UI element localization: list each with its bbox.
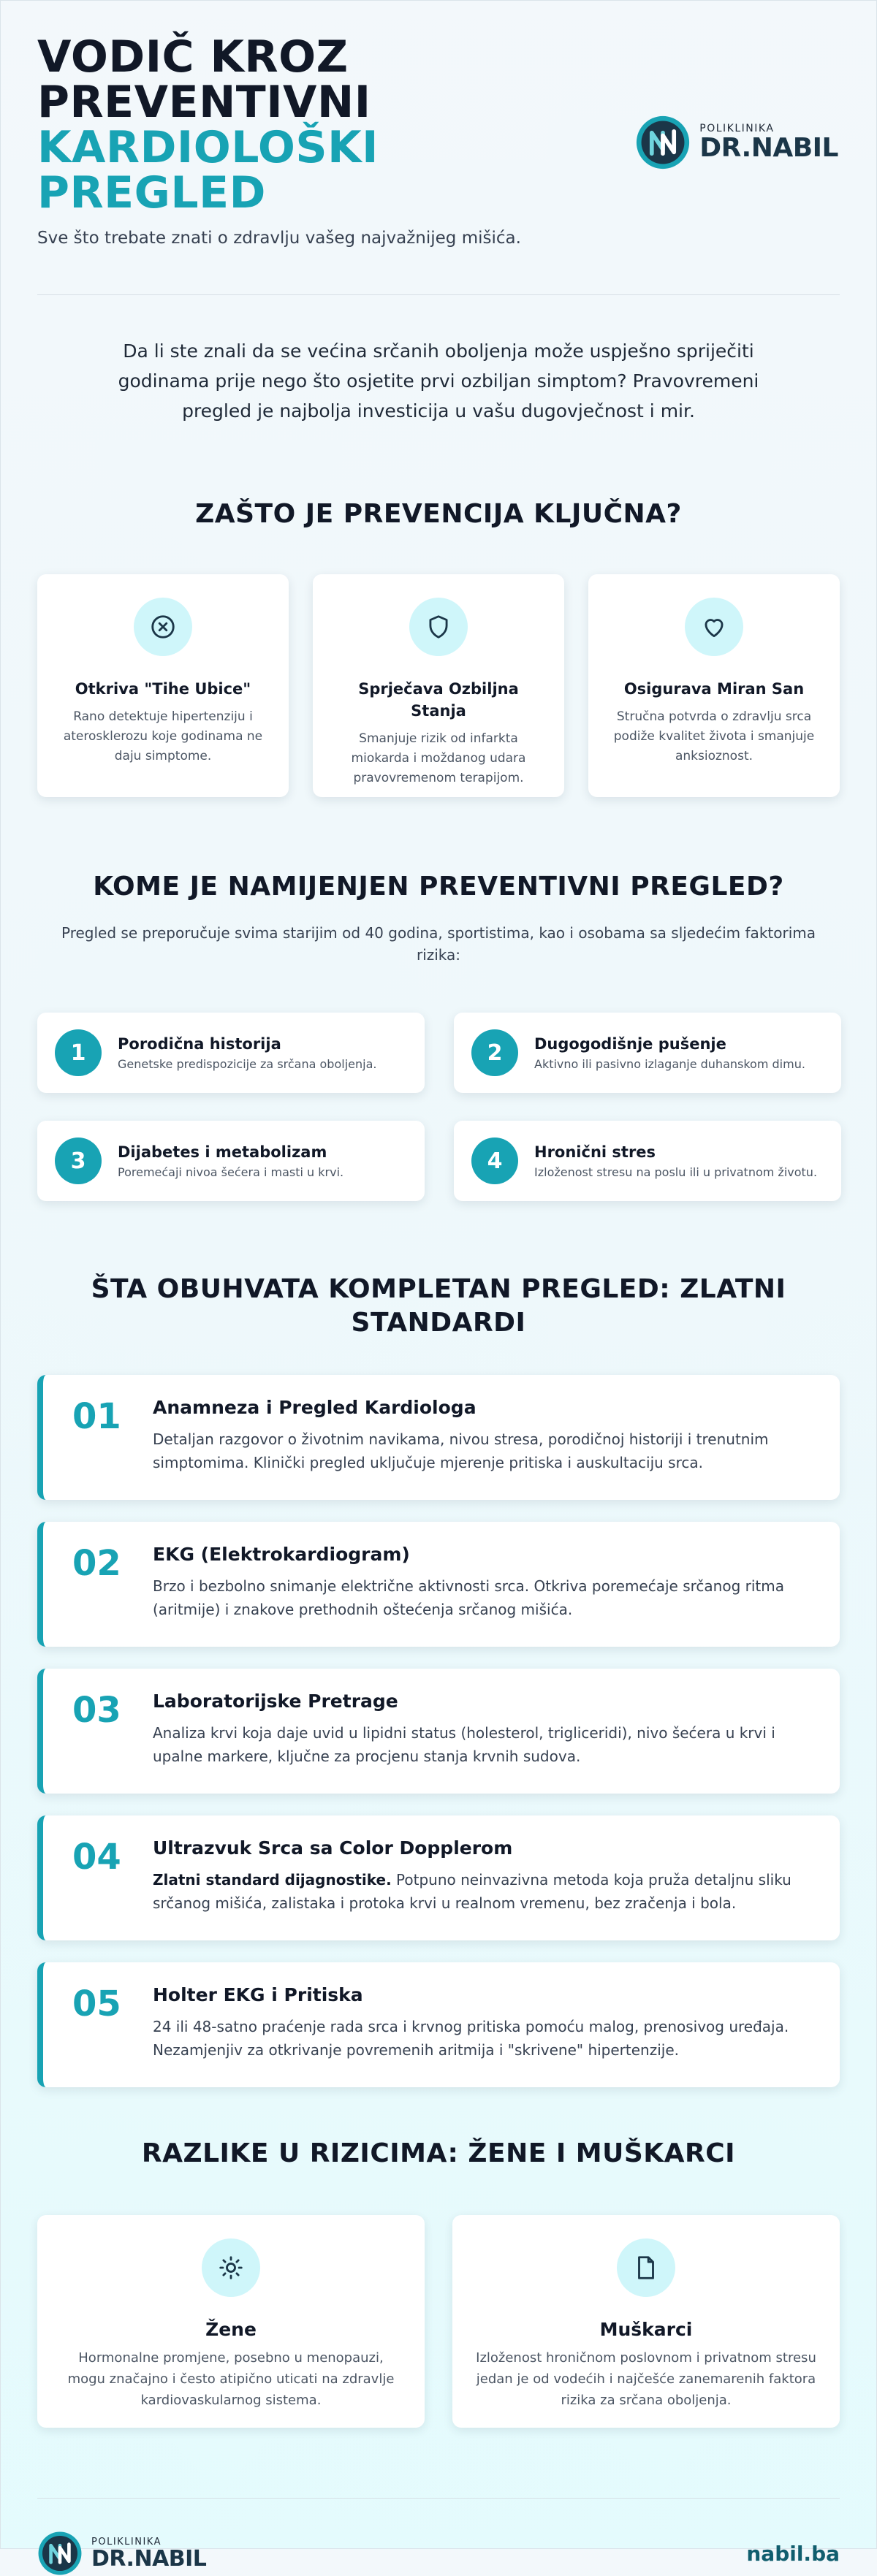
section-title-why: ZAŠTO JE PREVENCIJA KLJUČNA? (195, 499, 682, 529)
section-title-who: KOME JE NAMIJENJEN PREVENTIVNI PREGLED? (93, 872, 784, 902)
logo-mark-icon (635, 115, 691, 170)
gender-card-women (37, 2215, 425, 2428)
risk-text-block (118, 1143, 343, 1179)
step-card (37, 1522, 840, 1647)
step-text (153, 1868, 810, 1915)
step-lead: Zlatni standard dijagnostike. (153, 1871, 392, 1889)
risk-title: Porodična historija (118, 1034, 281, 1053)
logo-mark-icon (37, 2531, 83, 2576)
why-card-text: Smanjuje rizik od infarkta miokarda i moždanog udara pravovremenom terapijom. (351, 731, 526, 785)
step-card (37, 1669, 840, 1794)
step-text (153, 1574, 810, 1621)
step-body (145, 1689, 810, 1794)
logo-text (699, 123, 838, 162)
title-line-accent: PREGLED (37, 167, 266, 218)
file-icon (617, 2238, 675, 2297)
step-title: EKG (Elektrokardiogram) (153, 1544, 410, 1565)
footer-divider (37, 2498, 840, 2499)
step-card (37, 1815, 840, 1940)
step-number: 02 (72, 1543, 121, 1584)
step-number: 03 (72, 1690, 121, 1731)
step-text (153, 1721, 810, 1768)
shield-icon (409, 598, 468, 656)
header (37, 1, 840, 248)
step-text (153, 1428, 810, 1474)
why-card (313, 574, 564, 797)
why-card-text: Stručna potvrda o zdravlju srca podiže kvalitet života i smanjuje anksioznost. (613, 709, 815, 763)
risk-number: 2 (471, 1029, 518, 1076)
risk-text: Izloženost stresu na poslu ili u privatnom životu. (534, 1165, 818, 1179)
risk-title: Dugogodišnje pušenje (534, 1034, 726, 1053)
gender-card-text: Izloženost hroničnom poslovnom i privatnom stresu jedan je od vodećih i najčešće zanemarenih faktora rizika za srčana oboljenja. (476, 2350, 816, 2408)
clinic-logo (635, 115, 838, 170)
title-line: PREVENTIVNI (37, 77, 371, 128)
step-body (145, 1983, 810, 2087)
logo-name: DR.NABIL (91, 2545, 207, 2572)
step-body (145, 1395, 810, 1500)
risk-title: Hronični stres (534, 1143, 656, 1161)
step-title: Ultrazvuk Srca sa Color Dopplerom (153, 1837, 513, 1859)
gender-card-men (452, 2215, 840, 2428)
title-block (37, 31, 521, 248)
step-description: Potpuno neinvazivna metoda koja pruža detaljnu sliku srčanog mišića, zalistaka i protoka krvi u realnom vremenu, bez zračenja i bola. (153, 1871, 791, 1912)
why-card-title: Otkriva "Tihe Ubice" (75, 680, 251, 698)
logo-text (91, 2537, 206, 2571)
risk-text: Genetske predispozicije za srčana oboljenja. (118, 1056, 377, 1071)
risk-number: 3 (55, 1138, 102, 1184)
who-section (37, 872, 840, 1201)
why-card-text: Rano detektuje hipertenziju i aterosklerozu koje godinama ne daju simptome. (63, 709, 263, 763)
step-description: Detaljan razgovor o životnim navikama, nivou stresa, porodičnoj historiji i trenutnim simptomima. Klinički pregled uključuje mjerenje pritiska i auskultaciju srca. (153, 1430, 769, 1471)
risk-text-block (534, 1143, 817, 1179)
page-title (37, 31, 521, 218)
footer-logo (37, 2531, 206, 2576)
risk-text-block (534, 1035, 805, 1071)
steps-list (37, 1375, 840, 2087)
why-card (37, 574, 289, 797)
step-number: 05 (72, 1984, 121, 2024)
risk-grid (37, 1013, 840, 1201)
step-description: Analiza krvi koja daje uvid u lipidni status (holesterol, trigliceridi), nivo šećera u krvi i upalne markere, ključne za procjenu stanja krvnih sudova. (153, 1724, 775, 1765)
step-description: 24 ili 48-satno praćenje rada srca i krvnog pritiska pomoću malog, prenosivog uređaja. Nezamjenjiv za otkrivanje povremenih aritmija i "skrivene" hipertenzije. (153, 2018, 789, 2059)
title-line: VODIČ KROZ (37, 31, 349, 83)
step-text (153, 2015, 810, 2062)
gender-cards (37, 2215, 840, 2428)
risk-number: 1 (55, 1029, 102, 1076)
why-cards (37, 574, 840, 797)
step-title: Laboratorijske Pretrage (153, 1691, 398, 1712)
risk-card (454, 1013, 841, 1093)
gender-card-title: Muškarci (599, 2319, 693, 2340)
website-link[interactable]: nabil.ba (746, 2541, 840, 2566)
step-number: 04 (72, 1837, 121, 1878)
logo-subtitle: POLIKLINIKA (91, 2536, 162, 2548)
why-section (37, 499, 840, 797)
x-circle-icon (134, 598, 192, 656)
heart-icon (685, 598, 743, 656)
footer (37, 2531, 840, 2576)
title-line-accent: KARDIOLOŠKI (37, 122, 379, 173)
step-card (37, 1962, 840, 2087)
step-body (145, 1836, 810, 1940)
sun-icon (202, 2238, 260, 2297)
section-title-steps: ŠTA OBUHVATA KOMPLETAN PREGLED: ZLATNI STANDARDI (91, 1274, 786, 1338)
gender-section (37, 2138, 840, 2428)
why-card (588, 574, 840, 797)
logo-subtitle: POLIKLINIKA (699, 123, 775, 134)
risk-text-block (118, 1035, 376, 1071)
step-body (145, 1542, 810, 1647)
why-card-title: Sprječava Ozbiljna Stanja (358, 680, 519, 720)
why-card-title: Osigurava Miran San (623, 680, 805, 698)
step-card (37, 1375, 840, 1500)
page-subtitle: Sve što trebate znati o zdravlju vašeg najvažnijeg mišića. (37, 229, 521, 248)
step-number: 01 (72, 1396, 121, 1437)
section-subtitle-who: Pregled se preporučuje svima starijim od 40 godina, sportistima, kao i osobama sa sljedećim faktorima rizika: (61, 924, 816, 964)
risk-card (454, 1121, 841, 1201)
section-title-gender: RAZLIKE U RIZICIMA: ŽENE I MUŠKARCI (141, 2138, 736, 2168)
intro-text: Da li ste znali da se većina srčanih oboljenja može uspješno spriječiti godinama prije nego što osjetite prvi ozbiljan simptom? Pravovremeni pregled je najbolja investicija u vašu dugovječnost i mir. (118, 340, 759, 422)
step-title: Anamneza i Pregled Kardiologa (153, 1397, 477, 1418)
gender-card-title: Žene (205, 2319, 257, 2340)
logo-name: DR.NABIL (699, 133, 838, 163)
risk-card (37, 1121, 425, 1201)
step-description: Brzo i bezbolno snimanje električne aktivnosti srca. Otkriva poremećaje srčanog ritma (aritmije) i znakove prethodnih oštećenja srčanog mišića. (153, 1577, 784, 1618)
risk-text: Aktivno ili pasivno izlaganje duhanskom dimu. (534, 1056, 805, 1071)
risk-number: 4 (471, 1138, 518, 1184)
risk-title: Dijabetes i metabolizam (118, 1143, 327, 1161)
steps-section (37, 1273, 840, 2087)
gender-card-text: Hormonalne promjene, posebno u menopauzi, mogu značajno i često atipično uticati na zdravlje kardiovaskularnog sistema. (67, 2350, 395, 2408)
risk-text: Poremećaji nivoa šećera i masti u krvi. (118, 1165, 344, 1179)
risk-card (37, 1013, 425, 1093)
step-title: Holter EKG i Pritiska (153, 1984, 363, 2005)
